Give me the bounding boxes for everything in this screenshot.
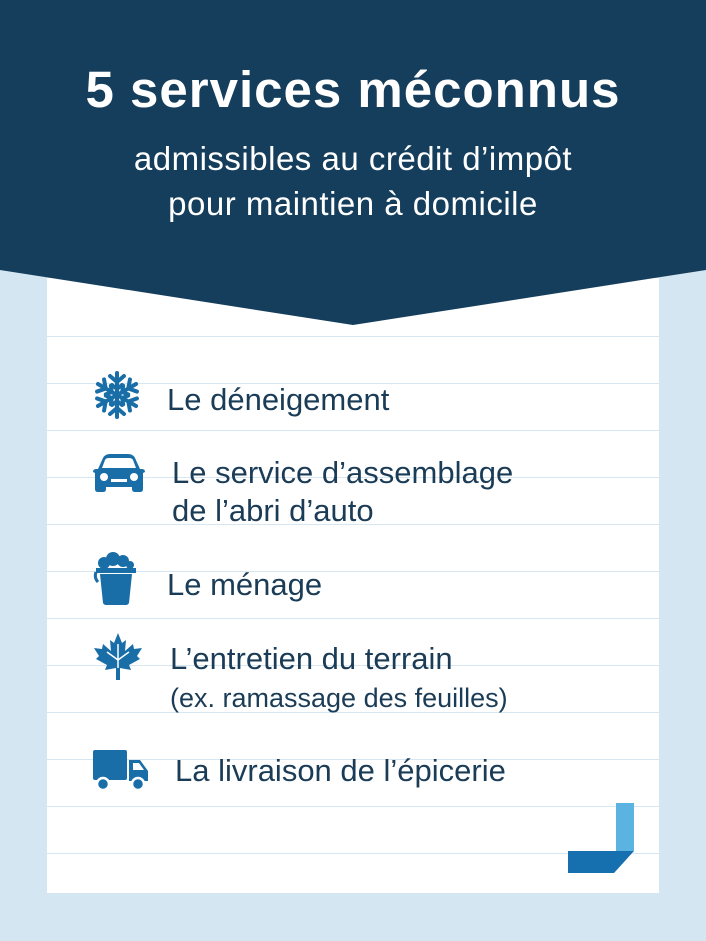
page-subtitle xyxy=(0,136,706,226)
maple-leaf-icon xyxy=(93,632,143,682)
car-icon xyxy=(93,452,145,496)
item-note: (ex. ramassage des feuilles) xyxy=(170,683,508,713)
delivery-truck-icon xyxy=(93,748,149,792)
page-title: 5 services méconnus xyxy=(85,61,621,118)
cleaning-bucket-icon xyxy=(92,552,140,606)
brand-corner-logo xyxy=(568,803,636,873)
snowflake-icon xyxy=(92,370,142,420)
item-label: Le déneigement xyxy=(167,382,390,417)
item-label: La livraison de l’épicerie xyxy=(175,753,506,788)
subtitle-line-1: admissibles au crédit d’impôt xyxy=(133,140,573,177)
item-label: L’entretien du terrain xyxy=(170,641,453,676)
item-label-line-2: de l’abri d’auto xyxy=(172,493,374,528)
subtitle-line-2: pour maintien à domicile xyxy=(168,185,538,222)
item-label: Le ménage xyxy=(167,567,323,602)
item-label-line-1: Le service d’assemblage xyxy=(172,455,514,490)
header-banner xyxy=(0,0,706,330)
